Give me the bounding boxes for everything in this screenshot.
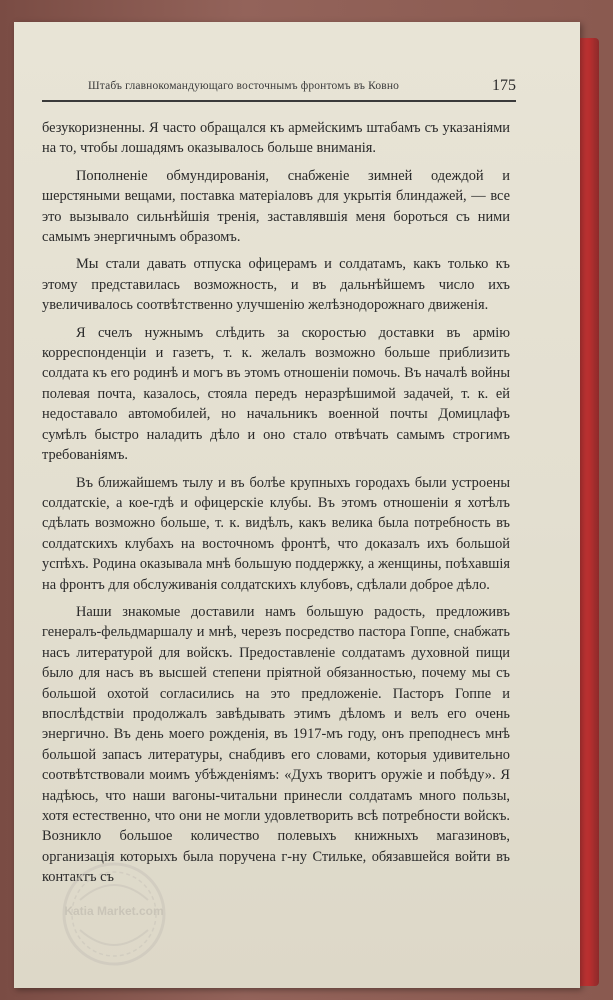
paragraph-1: безукоризненны. Я часто обращался къ армейскимъ штабамъ съ указаніями на то, чтобы лошадямъ оказывалось больше вниманія. [42, 120, 510, 157]
paragraph-5: Въ ближайшемъ тылу и въ болѣе крупныхъ городахъ были устроены солдатскіе, а кое-гдѣ и офицерскіе клубы. Въ этомъ отношеніи я хотѣлъ сдѣлать возможно больше, т. к. видѣлъ, какъ велика была потребность въ солдатскихъ клубахъ на восточномъ фронтѣ, что доказалъ ихъ большой успѣхъ. Родина оказывала мнѣ большую поддержку, а женщины, поѣхавшія на фронтъ для обслуживанія солдатскихъ клубовъ, сдѣлали доброе дѣло. [42, 474, 510, 593]
paragraph-3: Мы стали давать отпуска офицерамъ и солдатамъ, какъ только къ этому представилась возможность, и въ дальнѣйшемъ число ихъ увеличивалось соотвѣтственно улучшенію желѣзнодорожнаго движенія. [42, 256, 510, 314]
running-head: Штабъ главнокомандующаго восточнымъ фронтомъ въ Ковно [88, 80, 400, 92]
book-page [14, 22, 580, 988]
body-text [42, 118, 510, 895]
paragraph-4: Я счелъ нужнымъ слѣдить за скоростью доставки въ армію корреспонденціи и газетъ, т. к. желалъ возможно больше приблизить солдата къ его родинѣ и могъ въ этомъ отношеніи помочь. Въ началѣ войны полевая почта, казалось, стояла передъ неразрѣшимой задачей, т. к. ей недоставало автомобилей, но начальникъ военной почты Домицлафъ сумѣлъ быстро наладить дѣло и оно стало отвѣчать самымъ строгимъ требованіямъ. [42, 324, 510, 464]
paragraph-6: Наши знакомые доставили намъ большую радость, предложивъ генералъ-фельдмаршалу и мнѣ, черезъ посредство пастора Гоппе, снабжать насъ литературой для войскъ. Предоставленіе солдатамъ духовной пищи было для насъ въ высшей степени пріятной обязанностью, почему мы съ большой охотой согласились на это предложеніе. Пасторъ Гоппе и впослѣдствіи продолжалъ завѣдывать этимъ дѣломъ и велъ его очень энергично. Въ день моего рожденія, въ 1917-мъ году, онъ преподнесъ мнѣ большой запасъ литературы, снабдивъ его словами, которыя удивительно соотвѣтствовали моимъ убѣжденіямъ: «Духъ творитъ оружіе и побѣду». Я надѣюсь, что наши вагоны-читальни принесли солдатамъ много пользы, хотя естественно, что они не могли удовлетворить всѣ потребности войскъ. Возникло большое количество полевыхъ книжныхъ магазиновъ, организація которыхъ была поручена г-ну Стильке, обязавшейся войти въ контактъ съ [42, 603, 510, 886]
header-rule [42, 100, 516, 102]
paragraph-2: Пополненіе обмундированія, снабженіе зимней одеждой и шерстяными вещами, поставка матеріаловъ для укрытія блиндажей, — все это вызывало сильнѣйшія тренія, заставлявшія меня бороться съ ними самымъ энергичнымъ образомъ. [42, 167, 510, 246]
page-number: 175 [492, 77, 516, 94]
watermark-logo [60, 860, 168, 968]
page-header [40, 76, 516, 98]
watermark-text: Katia Market.com [64, 904, 164, 918]
